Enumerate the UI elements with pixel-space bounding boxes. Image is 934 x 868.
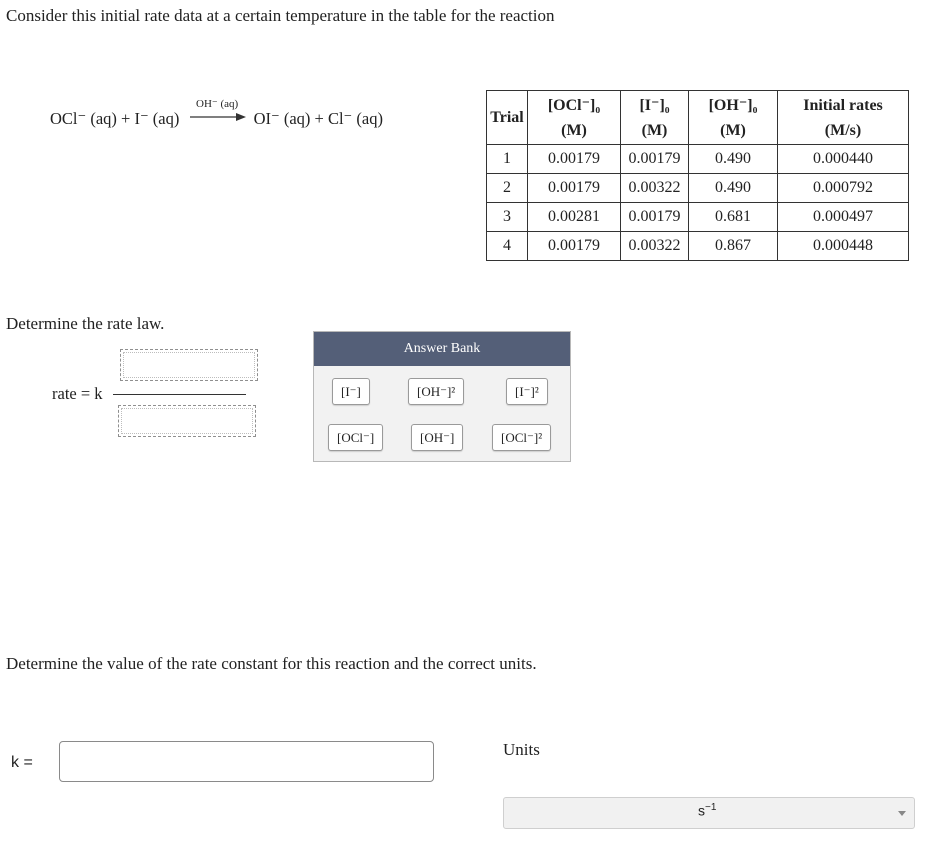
header-trial: Trial	[487, 91, 528, 145]
chip-oh-squared[interactable]: [OH⁻]²	[408, 378, 464, 405]
reaction-arrow-icon	[190, 111, 246, 123]
cell-rate: 0.000497	[778, 203, 909, 232]
k-value-input[interactable]	[59, 741, 434, 782]
table-header-row	[487, 91, 909, 145]
units-exponent: −1	[705, 802, 717, 813]
cell-i: 0.00179	[621, 203, 689, 232]
header-i	[621, 91, 689, 145]
answer-bank-title: Answer Bank	[314, 332, 570, 366]
chip-ocl[interactable]: [OCl⁻]	[328, 424, 383, 451]
chevron-down-icon	[898, 811, 906, 816]
cell-i: 0.00322	[621, 232, 689, 261]
header-ocl-label: [OCl⁻]₀	[547, 96, 601, 114]
header-rate-label: Initial rates	[803, 96, 883, 114]
numerator-drop-zone[interactable]	[120, 349, 258, 381]
cell-trial: 4	[487, 232, 528, 261]
chip-oh[interactable]: [OH⁻]	[411, 424, 463, 451]
header-ocl-unit: (M)	[561, 121, 587, 139]
answer-bank	[313, 331, 571, 462]
k-label: k =	[11, 754, 33, 771]
header-oh-label: [OH⁻]₀	[708, 96, 758, 114]
table-row	[487, 174, 909, 203]
header-oh	[689, 91, 778, 145]
cell-oh: 0.681	[689, 203, 778, 232]
header-i-label: [I⁻]₀	[639, 96, 670, 114]
table-row	[487, 145, 909, 174]
cell-rate: 0.000792	[778, 174, 909, 203]
cell-i: 0.00179	[621, 145, 689, 174]
header-oh-unit: (M)	[720, 121, 746, 139]
header-rate-unit: (M/s)	[824, 121, 862, 139]
fraction-bar	[113, 394, 246, 395]
rate-law-label: rate = k	[52, 384, 103, 403]
cell-oh: 0.490	[689, 145, 778, 174]
rate-data-table	[486, 90, 909, 261]
cell-trial: 2	[487, 174, 528, 203]
chip-ocl-squared[interactable]: [OCl⁻]²	[492, 424, 551, 451]
reaction-products: OI⁻ (aq) + Cl⁻ (aq)	[253, 109, 383, 128]
intro-text: Consider this initial rate data at a certain temperature in the table for the reaction	[6, 6, 555, 25]
cell-rate: 0.000440	[778, 145, 909, 174]
cell-trial: 3	[487, 203, 528, 232]
chip-i[interactable]: [I⁻]	[332, 378, 370, 405]
cell-ocl: 0.00179	[528, 232, 621, 261]
rate-law-prompt: Determine the rate law.	[6, 314, 165, 333]
units-base: s	[698, 802, 705, 819]
reaction-reactants: OCl⁻ (aq) + I⁻ (aq)	[50, 109, 180, 128]
cell-ocl: 0.00179	[528, 145, 621, 174]
header-rate	[778, 91, 909, 145]
reaction-catalyst: OH⁻ (aq)	[196, 98, 239, 110]
denominator-drop-zone[interactable]	[118, 405, 256, 437]
units-dropdown[interactable]	[503, 797, 915, 829]
table-row	[487, 232, 909, 261]
units-selected-value	[698, 802, 716, 819]
cell-oh: 0.490	[689, 174, 778, 203]
cell-ocl: 0.00281	[528, 203, 621, 232]
rate-constant-prompt: Determine the value of the rate constant for this reaction and the correct units.	[6, 654, 537, 673]
cell-oh: 0.867	[689, 232, 778, 261]
table-row	[487, 203, 909, 232]
cell-trial: 1	[487, 145, 528, 174]
chip-i-squared[interactable]: [I⁻]²	[506, 378, 548, 405]
header-i-unit: (M)	[641, 121, 668, 139]
header-ocl	[528, 91, 621, 145]
cell-i: 0.00322	[621, 174, 689, 203]
cell-ocl: 0.00179	[528, 174, 621, 203]
units-label: Units	[503, 740, 540, 759]
cell-rate: 0.000448	[778, 232, 909, 261]
